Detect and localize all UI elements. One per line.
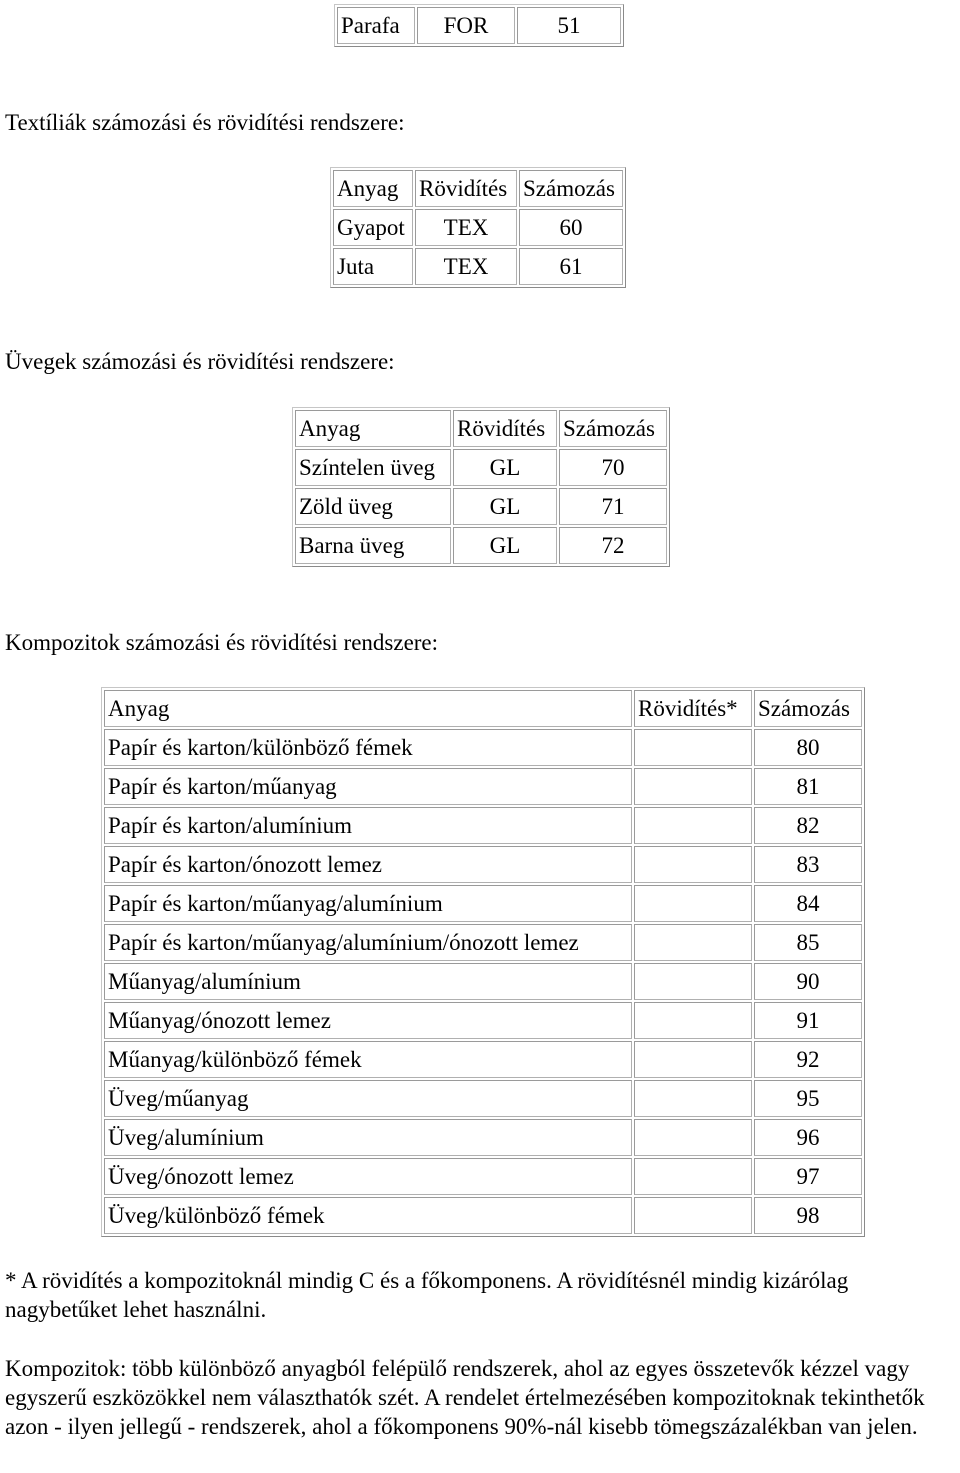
table-row <box>104 1041 862 1078</box>
abbreviation-cell <box>634 1002 752 1039</box>
abbreviation-cell <box>634 846 752 883</box>
number-cell: 85 <box>754 924 862 961</box>
material-cell: Zöld üveg <box>295 488 451 525</box>
textile-table <box>330 167 626 288</box>
table-row <box>104 846 862 883</box>
number-cell: 81 <box>754 768 862 805</box>
material-cell: Színtelen üveg <box>295 449 451 486</box>
table-row <box>104 1080 862 1117</box>
table-row <box>104 768 862 805</box>
abbreviation-cell <box>634 729 752 766</box>
number-cell: 95 <box>754 1080 862 1117</box>
table-row <box>104 807 862 844</box>
table-row <box>104 1158 862 1195</box>
table-row <box>104 1119 862 1156</box>
abbreviation-cell <box>634 1080 752 1117</box>
number-cell: 84 <box>754 885 862 922</box>
abbreviation-cell <box>634 1119 752 1156</box>
table-row <box>104 1002 862 1039</box>
textile-heading: Textíliák számozási és rövidítési rendszere: <box>5 110 405 135</box>
number-cell: 91 <box>754 1002 862 1039</box>
material-cell: Üveg/alumínium <box>104 1119 632 1156</box>
abbreviation-cell <box>634 1158 752 1195</box>
column-header-material: Anyag <box>104 690 632 727</box>
material-cell: Barna üveg <box>295 527 451 564</box>
number-cell: 92 <box>754 1041 862 1078</box>
number-cell: 82 <box>754 807 862 844</box>
table-row <box>104 729 862 766</box>
column-header-material: Anyag <box>333 170 413 207</box>
glass-table <box>292 407 670 567</box>
table-header-row <box>333 170 623 207</box>
number-cell: 61 <box>519 248 623 285</box>
material-cell: Műanyag/alumínium <box>104 963 632 1000</box>
number-cell: 83 <box>754 846 862 883</box>
material-cell: Üveg/műanyag <box>104 1080 632 1117</box>
composite-table <box>101 687 865 1237</box>
abbreviation-cell: TEX <box>415 209 517 246</box>
column-header-number: Számozás <box>519 170 623 207</box>
abbreviation-cell: FOR <box>417 7 515 44</box>
abbreviation-cell <box>634 1197 752 1234</box>
column-header-material: Anyag <box>295 410 451 447</box>
abbreviation-cell: GL <box>453 527 557 564</box>
abbreviation-cell <box>634 807 752 844</box>
abbreviation-cell: GL <box>453 488 557 525</box>
abbreviation-cell <box>634 924 752 961</box>
footnote: * A rövidítés a kompozitoknál mindig C és a főkomponens. A rövidítésnél mindig kizárólag nagybetűket lehet használni. <box>5 1268 849 1322</box>
number-cell: 98 <box>754 1197 862 1234</box>
material-cell: Papír és karton/különböző fémek <box>104 729 632 766</box>
material-cell: Üveg/különböző fémek <box>104 1197 632 1234</box>
abbreviation-cell: GL <box>453 449 557 486</box>
number-cell: 96 <box>754 1119 862 1156</box>
table-row <box>104 924 862 961</box>
number-cell: 71 <box>559 488 667 525</box>
parafa-table <box>334 4 624 47</box>
table-row <box>104 1197 862 1234</box>
number-cell: 60 <box>519 209 623 246</box>
table-row <box>337 7 621 44</box>
table-header-row <box>104 690 862 727</box>
table-row <box>295 488 667 525</box>
material-cell: Papír és karton/műanyag/alumínium/ónozott lemez <box>104 924 632 961</box>
material-cell: Juta <box>333 248 413 285</box>
material-cell: Műanyag/ónozott lemez <box>104 1002 632 1039</box>
table-row <box>104 963 862 1000</box>
number-cell: 51 <box>517 7 621 44</box>
abbreviation-cell <box>634 963 752 1000</box>
table-row <box>104 885 862 922</box>
abbreviation-cell: TEX <box>415 248 517 285</box>
number-cell: 72 <box>559 527 667 564</box>
column-header-abbreviation: Rövidítés* <box>634 690 752 727</box>
column-header-number: Számozás <box>754 690 862 727</box>
abbreviation-cell <box>634 885 752 922</box>
glass-heading: Üvegek számozási és rövidítési rendszere: <box>5 349 395 374</box>
material-cell: Papír és karton/műanyag <box>104 768 632 805</box>
abbreviation-cell <box>634 1041 752 1078</box>
column-header-abbreviation: Rövidítés <box>453 410 557 447</box>
table-row <box>295 527 667 564</box>
number-cell: 90 <box>754 963 862 1000</box>
composite-heading: Kompozitok számozási és rövidítési rendszere: <box>5 630 439 655</box>
column-header-number: Számozás <box>559 410 667 447</box>
material-cell: Gyapot <box>333 209 413 246</box>
table-row <box>333 248 623 285</box>
material-cell: Papír és karton/ónozott lemez <box>104 846 632 883</box>
material-cell: Parafa <box>337 7 415 44</box>
table-row <box>333 209 623 246</box>
material-cell: Papír és karton/alumínium <box>104 807 632 844</box>
number-cell: 80 <box>754 729 862 766</box>
material-cell: Üveg/ónozott lemez <box>104 1158 632 1195</box>
number-cell: 97 <box>754 1158 862 1195</box>
number-cell: 70 <box>559 449 667 486</box>
table-header-row <box>295 410 667 447</box>
abbreviation-cell <box>634 768 752 805</box>
material-cell: Műanyag/különböző fémek <box>104 1041 632 1078</box>
material-cell: Papír és karton/műanyag/alumínium <box>104 885 632 922</box>
table-row <box>295 449 667 486</box>
composite-definition: Kompozitok: több különböző anyagból felépülő rendszerek, ahol az egyes összetevők kézzel vagy egyszerű eszközökkel nem választhatók szét. A rendelet értelmezésében kompozitoknak tekinthetők azon - ilyen jellegű - rendszerek, ahol a főkomponens 90%-nál kisebb tömegszázalékban van jelen. <box>5 1356 925 1439</box>
column-header-abbreviation: Rövidítés <box>415 170 517 207</box>
